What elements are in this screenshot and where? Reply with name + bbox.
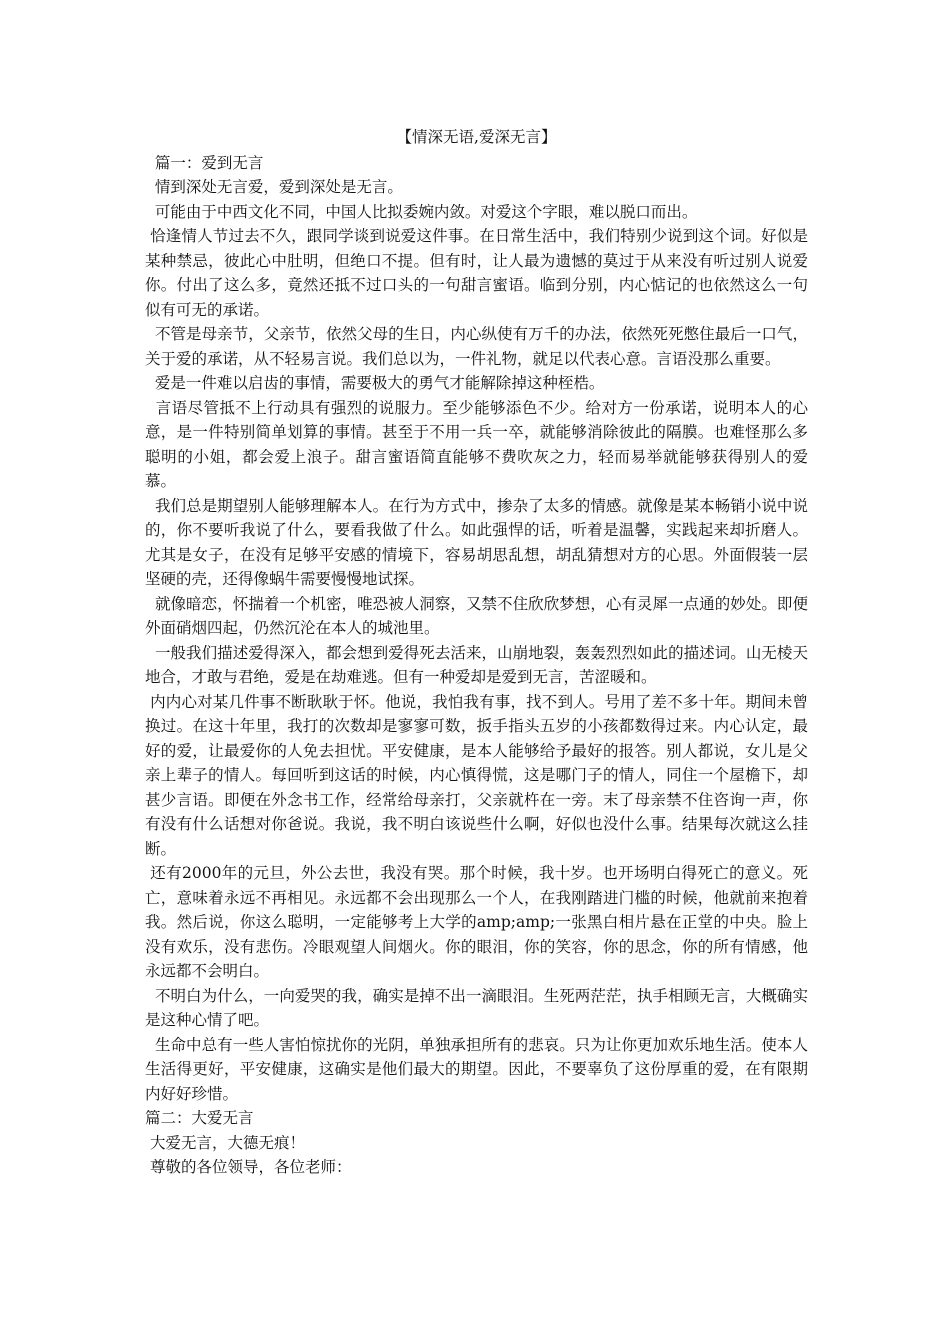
paragraph: 还有2000年的元旦，外公去世，我没有哭。那个时候，我十岁。也开场明白得死亡的意义。死亡，意味着永远不再相见。永远都不会出现那么一个人，在我刚踏进门槛的时候，他就前来抱着我。然后说，你这么聪明，一定能够考上大学的amp;amp;一张黑白相片悬在正堂的中央。脸上没有欢乐，没有悲伤。冷眼观望人间烟火。你的眼泪，你的笑容，你的思念，你的所有情感，他永远都不会明白。	[145, 864, 808, 980]
paragraph: 就像暗恋，怀揣着一个机密，唯恐被人洞察，又禁不住欣欣梦想，心有灵犀一点通的妙处。即便外面硝烟四起，仍然沉沦在本人的城池里。	[145, 594, 808, 637]
paragraph: 大爱无言，大德无痕！	[145, 1133, 305, 1152]
document-body	[145, 125, 808, 1180]
paragraph: 情到深处无言爱，爱到深处是无言。	[145, 178, 403, 196]
paragraph: 言语尽管抵不上行动具有强烈的说服力。至少能够添色不少。给对方一份承诺，说明本人的心意，是一件特别简单划算的事情。甚至于不用一兵一卒，就能够消除彼此的隔膜。也难怪那么多聪明的小姐，都会爱上浪子。甜言蜜语简直能够不费吹灰之力，轻而易举就能够获得别人的爱慕。	[145, 398, 808, 490]
paragraph: 恰逢情人节过去不久，跟同学谈到说爱这件事。在日常生活中，我们特别少说到这个词。好似是某种禁忌，彼此心中肚明，但绝口不提。但有时，让人最为遗憾的莫过于从来没有听过别人说爱你。付出了这么多，竟然还抵不过口头的一句甜言蜜语。临到分别，内心惦记的也依然这么一句似有可无的承诺。	[145, 227, 808, 319]
paragraph: 不管是母亲节，父亲节，依然父母的生日，内心纵使有万千的办法，依然死死憋住最后一口气，关于爱的承诺，从不轻易言说。我们总以为，一件礼物，就足以代表心意。言语没那么重要。	[145, 325, 808, 368]
paragraph: 内内心对某几件事不断耿耿于怀。他说，我怕我有事，找不到人。号用了差不多十年。期间未曾换过。在这十年里，我打的次数却是寥寥可数，扳手指头五岁的小孩都数得过来。内心认定，最好的爱，让最爱你的人免去担忧。平安健康，是本人能够给予最好的报答。别人都说，女儿是父亲上辈子的情人。每回听到这话的时候，内心慎得慌，这是哪门子的情人，同住一个屋檐下，却甚少言语。即便在外念书工作，经常给母亲打，父亲就杵在一旁。末了母亲禁不住咨询一声，你有没有什么话想对你爸说。我说，我不明白该说些什么啊，好似也没什么事。结果每次就这么挂断。	[145, 692, 808, 858]
paragraph: 可能由于中西文化不同，中国人比拟委婉内敛。对爱这个字眼，难以脱口而出。	[145, 202, 698, 221]
document-title: 【情深无语,爱深无言】	[396, 128, 557, 146]
section-heading-1: 篇一：爱到无言	[145, 153, 264, 172]
paragraph: 尊敬的各位领导，各位老师：	[145, 1158, 352, 1176]
paragraph: 我们总是期望别人能够理解本人。在行为方式中，掺杂了太多的情感。就像是某本畅销小说中说的，你不要听我说了什么，要看我做了什么。如此强悍的话，听着是温馨，实践起来却折磨人。尤其是女子，在没有足够平安感的情境下，容易胡思乱想，胡乱猜想对方的心思。外面假装一层坚硬的壳，还得像蜗牛需要慢慢地试探。	[145, 496, 808, 588]
paragraph: 爱是一件难以启齿的事情，需要极大的勇气才能解除掉这种桎梏。	[145, 374, 605, 392]
paragraph: 不明白为什么，一向爱哭的我，确实是掉不出一滴眼泪。生死两茫茫，执手相顾无言，大概确实是这种心情了吧。	[145, 986, 808, 1029]
section-heading-2: 篇二：大爱无言	[145, 1109, 254, 1127]
paragraph: 一般我们描述爱得深入，都会想到爱得死去活来，山崩地裂，轰轰烈烈如此的描述词。山无棱天地合，才敢与君绝，爱是在劫难逃。但有一种爱却是爱到无言，苦涩暖和。	[145, 643, 808, 686]
paragraph: 生命中总有一些人害怕惊扰你的光阴，单独承担所有的悲哀。只为让你更加欢乐地生活。使本人生活得更好，平安健康，这确实是他们最大的期望。因此，不要辜负了这份厚重的爱，在有限期内好好珍惜。	[145, 1035, 808, 1103]
